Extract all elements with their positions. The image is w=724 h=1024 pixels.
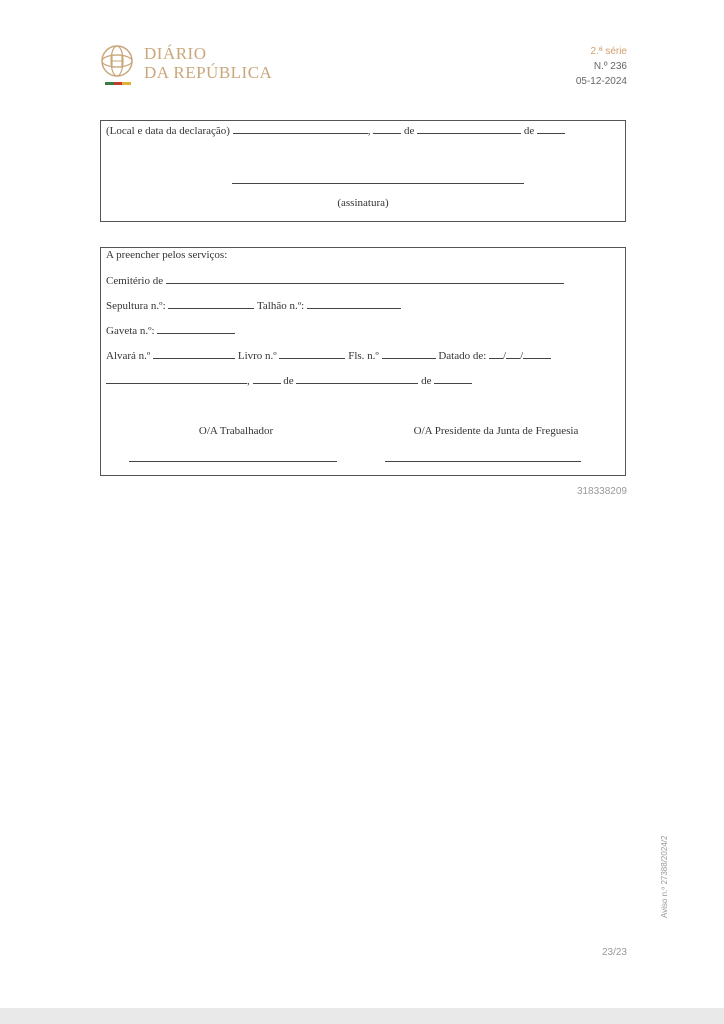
alvara-field[interactable] xyxy=(153,349,235,359)
livro-field[interactable] xyxy=(279,349,345,359)
slash: / xyxy=(503,350,507,362)
de-label: de xyxy=(283,375,294,387)
logo-line2: DA REPÚBLICA xyxy=(144,63,273,82)
signature-caption: (assinatura) xyxy=(337,197,389,209)
presidente-signature-line[interactable] xyxy=(385,461,581,462)
livro-label: Livro n.º xyxy=(237,350,277,362)
datado-year-field[interactable] xyxy=(523,349,551,359)
cemiterio-label: Cemitério de xyxy=(106,275,164,287)
sepultura-line xyxy=(106,299,401,312)
footer-bar xyxy=(0,1008,724,1024)
services-day-field[interactable] xyxy=(253,374,281,384)
talhao-field[interactable] xyxy=(307,299,401,309)
local-field[interactable] xyxy=(233,124,368,134)
issue-number: N.º 236 xyxy=(593,61,627,72)
local-data-line xyxy=(106,124,565,137)
declaration-box xyxy=(100,120,626,222)
local-data-label: (Local e data da declaração) xyxy=(106,125,230,137)
presidente-caption: O/A Presidente da Junta de Freguesia xyxy=(413,425,579,437)
de-label: de xyxy=(421,375,432,387)
trabalhador-signature-line[interactable] xyxy=(129,461,337,462)
sepultura-label: Sepultura n.º: xyxy=(106,300,166,312)
issue-date: 05-12-2024 xyxy=(575,76,627,87)
cemiterio-line xyxy=(106,274,564,287)
signature-line[interactable] xyxy=(232,183,524,184)
side-reference-text: Aviso n.º 27388/2024/2 xyxy=(660,835,669,918)
side-reference xyxy=(660,828,670,918)
logo-line1: DIÁRIO xyxy=(144,44,207,63)
de-label: de xyxy=(523,125,535,137)
gaveta-line xyxy=(106,324,235,337)
day-field[interactable] xyxy=(373,124,401,134)
services-month-field[interactable] xyxy=(296,374,418,384)
cemiterio-field[interactable] xyxy=(166,274,564,284)
services-box xyxy=(100,247,626,476)
page-number: 23/23 xyxy=(601,947,627,958)
gaveta-field[interactable] xyxy=(157,324,235,334)
services-year-field[interactable] xyxy=(434,374,472,384)
services-title: A preencher pelos serviços: xyxy=(106,249,228,261)
talhao-label: Talhão n.º: xyxy=(256,300,305,312)
fls-label: Fls. n.º xyxy=(348,350,379,362)
local-data-services-line xyxy=(106,374,472,387)
serie-label: 2.ª série xyxy=(590,46,627,57)
comma: , xyxy=(247,375,250,387)
header-info xyxy=(576,44,627,89)
armillary-sphere-icon xyxy=(100,44,134,78)
datado-month-field[interactable] xyxy=(506,349,520,359)
month-field[interactable] xyxy=(417,124,521,134)
document-number: 318338209 xyxy=(576,486,627,497)
datado-day-field[interactable] xyxy=(489,349,503,359)
trabalhador-caption: O/A Trabalhador xyxy=(198,425,274,437)
datado-label: Datado de: xyxy=(438,350,487,362)
fls-field[interactable] xyxy=(382,349,436,359)
alvara-label: Alvará n.º xyxy=(106,350,151,362)
de-label: de xyxy=(403,125,415,137)
services-local-field[interactable] xyxy=(106,374,247,384)
slash: / xyxy=(520,350,524,362)
gaveta-label: Gaveta n.º: xyxy=(106,325,155,337)
diario-republica-logo xyxy=(100,42,280,88)
year-field[interactable] xyxy=(537,124,565,134)
logo-text xyxy=(144,44,272,82)
flag-bar xyxy=(105,82,131,85)
comma: , xyxy=(367,125,371,137)
alvara-line xyxy=(106,349,551,362)
sepultura-field[interactable] xyxy=(168,299,254,309)
